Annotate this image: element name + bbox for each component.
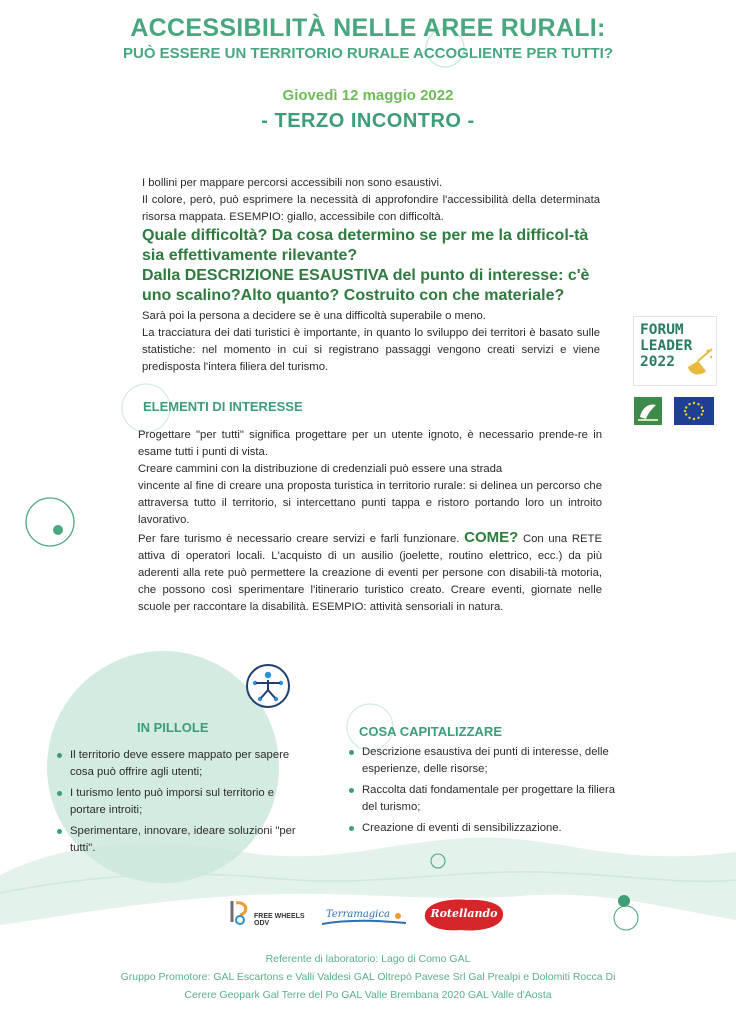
footer-gruppo-line1: Gruppo Promotore: GAL Escartons e Valli Valdesi GAL Oltrepò Pavese Srl Gal Prealpi e Dolomiti Rocca Di xyxy=(120,971,616,983)
intro-section xyxy=(142,175,600,376)
page-subtitle: PUÒ ESSERE UN TERRITORIO RURALE ACCOGLIENTE PER TUTTI? xyxy=(122,45,614,62)
forum-logo-icon xyxy=(684,345,714,379)
elementi-paragraph: Creare cammini con la distribuzione di credenziali può essere una strada xyxy=(138,463,503,475)
footer-gruppo-line2: Cerere Geopark Gal Terre del Po GAL Valle Brembana 2020 GAL Valle d'Aosta xyxy=(184,989,552,1001)
freewheels-logo xyxy=(226,898,316,930)
decor-dot xyxy=(618,895,630,907)
event-date: Giovedì 12 maggio 2022 xyxy=(282,87,454,104)
intro-question: Quale difficoltà? Da cosa determino se per me la difficol-tà sia effettivamente rilevante? xyxy=(142,227,589,264)
list-item: I turismo lento può imporsi sul territorio e portare introiti; xyxy=(55,785,300,818)
freewheels-logo-icon xyxy=(226,898,252,928)
elementi-paragraph: Progettare "per tutti" significa progettare per un utente ignoto, è necessario prende-re in esame tutti i punti di vista. xyxy=(138,429,602,458)
meeting-label: - TERZO INCONTRO - xyxy=(261,110,475,132)
elementi-section xyxy=(138,427,602,616)
rotellando-logo xyxy=(421,896,507,934)
intro-paragraph: I bollini per mappare percorsi accessibili non sono esaustivi. xyxy=(142,177,443,189)
elementi-paragraph: Per fare turismo è necessario creare servizi e farli funzionare. COME? Con una RETE attiva di operatori locali. L'acquisto di un ausilio (joelette, routino elettrico, ecc.) da più aderenti alla rete può permettere la creazione di eventi per persone con disabili-tà motoria, che possono così sperimentare l'itinerario turistico creato. Creare eventi, giornate nelle scuole per raccontare la disabilità. ESEMPIO: attività sensoriali in natura. xyxy=(138,529,602,613)
list-item: Creazione di eventi di sensibilizzazione. xyxy=(347,820,622,837)
list-item: Raccolta dati fondamentale per progettare la filiera del turismo; xyxy=(347,782,622,815)
universal-access-icon xyxy=(245,663,291,709)
footer-referente: Referente di laboratorio: Lago di Como GAL xyxy=(265,953,471,965)
list-item: Sperimentare, innovare, ideare soluzioni "per tutti". xyxy=(55,823,300,856)
decor-bubble xyxy=(614,906,638,930)
capitalizzare-heading: COSA CAPITALIZZARE xyxy=(359,724,502,739)
capitalizzare-list xyxy=(347,744,622,842)
page-title: ACCESSIBILITÀ NELLE AREE RURALI: xyxy=(130,14,606,42)
come-highlight: COME? xyxy=(464,529,519,546)
list-item: Il territorio deve essere mappato per sapere cosa può offrire agli utenti; xyxy=(55,747,300,780)
intro-paragraph: Il colore, però, può esprimere la necessità di approfondire l'accessibilità della determinata risorsa mappata. ESEMPIO: giallo, accessibile con difficoltà. xyxy=(142,194,600,223)
list-item: Descrizione esaustiva dei punti di interesse, delle esperienze, delle risorse; xyxy=(347,744,622,777)
elementi-heading: ELEMENTI DI INTERESSE xyxy=(143,399,303,414)
elementi-paragraph: vincente al fine di creare una proposta turistica in territorio rurale: si delinea un percorso che attraversa tutto il territorio, si intercettano punti tappa e ristoro portando loro un introito lavorativo. xyxy=(138,480,602,526)
intro-paragraph: Sarà poi la persona a decidere se è una difficoltà superabile o meno. xyxy=(142,310,486,322)
pillole-heading: IN PILLOLE xyxy=(137,720,209,735)
intro-answer: Dalla DESCRIZIONE ESAUSTIVA del punto di interesse: c'è uno scalino?Alto quanto? Costruito con che materiale? xyxy=(142,267,590,304)
terramagica-logo xyxy=(320,908,408,930)
freewheels-text: FREE WHEELS ODV xyxy=(254,913,305,927)
eu-flag-icon xyxy=(674,397,714,425)
pillole-list xyxy=(55,747,300,861)
rotellando-text: Rotellando xyxy=(430,907,498,920)
forum-leader-logo xyxy=(633,316,717,386)
terramagica-text: Terramagica xyxy=(326,909,390,920)
leader-logo-icon xyxy=(634,397,662,425)
intro-paragraph: La tracciatura dei dati turistici è importante, in quanto lo sviluppo dei territori è basato sulle statistiche: nel momento in cui si registrano passaggi vengono creati servizi e viene predisposta l'intera filiera del turismo. xyxy=(142,327,600,373)
forum-logo-text: FORUM LEADER 2022 xyxy=(640,322,693,370)
decor-dot xyxy=(53,525,63,535)
decor-circle xyxy=(26,498,74,546)
